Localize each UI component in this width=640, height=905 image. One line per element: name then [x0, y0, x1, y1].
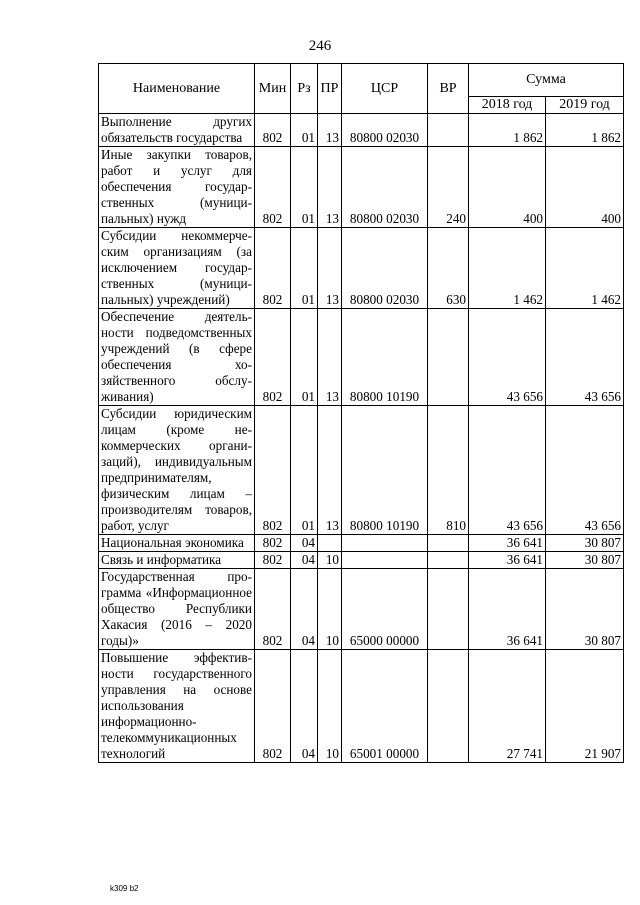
cell-2018: 36 641 [469, 535, 546, 552]
cell-vr [428, 114, 469, 147]
cell-2018: 400 [469, 147, 546, 228]
header-name: Наименование [99, 64, 255, 114]
cell-min: 802 [255, 535, 291, 552]
cell-pr: 13 [318, 147, 342, 228]
cell-csr: 65000 00000 [342, 569, 428, 650]
cell-rz: 01 [291, 147, 318, 228]
cell-min: 802 [255, 569, 291, 650]
header-year-2018: 2018 год [469, 97, 546, 114]
cell-rz: 01 [291, 309, 318, 406]
cell-name: Иные закупки товаров, работ и услуг для обеспечения государственных (муниципальных) нужд [99, 147, 255, 228]
header-csr: ЦСР [342, 64, 428, 114]
cell-csr [342, 535, 428, 552]
table-row [99, 552, 624, 569]
cell-pr: 10 [318, 650, 342, 763]
cell-csr: 65001 00000 [342, 650, 428, 763]
cell-csr: 80800 10190 [342, 406, 428, 535]
cell-vr [428, 569, 469, 650]
cell-vr [428, 309, 469, 406]
cell-rz: 01 [291, 114, 318, 147]
cell-name: Государственная программа «Информационное общество Республики Хакасия (2016 – 2020 годы)» [99, 569, 255, 650]
table-row [99, 650, 624, 763]
cell-rz: 04 [291, 535, 318, 552]
cell-vr [428, 650, 469, 763]
cell-min: 802 [255, 406, 291, 535]
cell-name: Субсидии юридическим лицам (кроме некоммерческих организаций), индивидуальным предпринимателям, физическим лицам – производителям товаров, работ, услуг [99, 406, 255, 535]
cell-2019: 43 656 [546, 406, 624, 535]
table-row [99, 114, 624, 147]
cell-rz: 04 [291, 569, 318, 650]
cell-2018: 27 741 [469, 650, 546, 763]
header-sum: Сумма [469, 64, 624, 97]
cell-name: Связь и информатика [99, 552, 255, 569]
footer-code: k309 b2 [110, 884, 139, 893]
table-row [99, 309, 624, 406]
cell-pr: 13 [318, 228, 342, 309]
header-vr: ВР [428, 64, 469, 114]
cell-rz: 04 [291, 650, 318, 763]
cell-vr: 240 [428, 147, 469, 228]
cell-vr: 630 [428, 228, 469, 309]
cell-min: 802 [255, 650, 291, 763]
cell-pr: 10 [318, 569, 342, 650]
cell-2019: 30 807 [546, 535, 624, 552]
cell-pr: 13 [318, 114, 342, 147]
cell-min: 802 [255, 114, 291, 147]
table-row [99, 535, 624, 552]
cell-name: Выполнение других обязательств государства [99, 114, 255, 147]
cell-csr: 80800 02030 [342, 114, 428, 147]
cell-csr: 80800 02030 [342, 228, 428, 309]
cell-vr [428, 552, 469, 569]
cell-2019: 1 462 [546, 228, 624, 309]
cell-csr [342, 552, 428, 569]
cell-name: Субсидии некоммерческим организациям (за исключением государственных (муниципальных) учреждений) [99, 228, 255, 309]
header-pr: ПР [318, 64, 342, 114]
cell-2018: 36 641 [469, 552, 546, 569]
cell-2019: 21 907 [546, 650, 624, 763]
cell-2018: 43 656 [469, 406, 546, 535]
table-row [99, 406, 624, 535]
cell-2018: 36 641 [469, 569, 546, 650]
cell-pr [318, 535, 342, 552]
cell-2019: 30 807 [546, 569, 624, 650]
cell-csr: 80800 10190 [342, 309, 428, 406]
cell-rz: 04 [291, 552, 318, 569]
cell-2019: 400 [546, 147, 624, 228]
table-row [99, 569, 624, 650]
table-header [99, 64, 624, 114]
cell-2019: 30 807 [546, 552, 624, 569]
cell-2019: 43 656 [546, 309, 624, 406]
budget-table [98, 63, 624, 763]
cell-2019: 1 862 [546, 114, 624, 147]
cell-csr: 80800 02030 [342, 147, 428, 228]
cell-2018: 1 862 [469, 114, 546, 147]
cell-2018: 43 656 [469, 309, 546, 406]
cell-pr: 13 [318, 309, 342, 406]
cell-pr: 13 [318, 406, 342, 535]
table-row [99, 228, 624, 309]
cell-min: 802 [255, 309, 291, 406]
cell-vr [428, 535, 469, 552]
cell-min: 802 [255, 228, 291, 309]
table-body [99, 114, 624, 763]
header-min: Мин [255, 64, 291, 114]
cell-min: 802 [255, 147, 291, 228]
cell-rz: 01 [291, 406, 318, 535]
cell-name: Обеспечение деятельности подведомственных учреждений (в сфере обеспечения хозяйственного обслуживания) [99, 309, 255, 406]
cell-min: 802 [255, 552, 291, 569]
cell-name: Повышение эффективности государственного управления на основе использования информационно-телекоммуникационных технологий [99, 650, 255, 763]
cell-pr: 10 [318, 552, 342, 569]
header-rz: Рз [291, 64, 318, 114]
page-number: 246 [308, 38, 332, 54]
cell-2018: 1 462 [469, 228, 546, 309]
cell-vr: 810 [428, 406, 469, 535]
cell-rz: 01 [291, 228, 318, 309]
cell-name: Национальная экономика [99, 535, 255, 552]
header-year-2019: 2019 год [546, 97, 624, 114]
table-row [99, 147, 624, 228]
